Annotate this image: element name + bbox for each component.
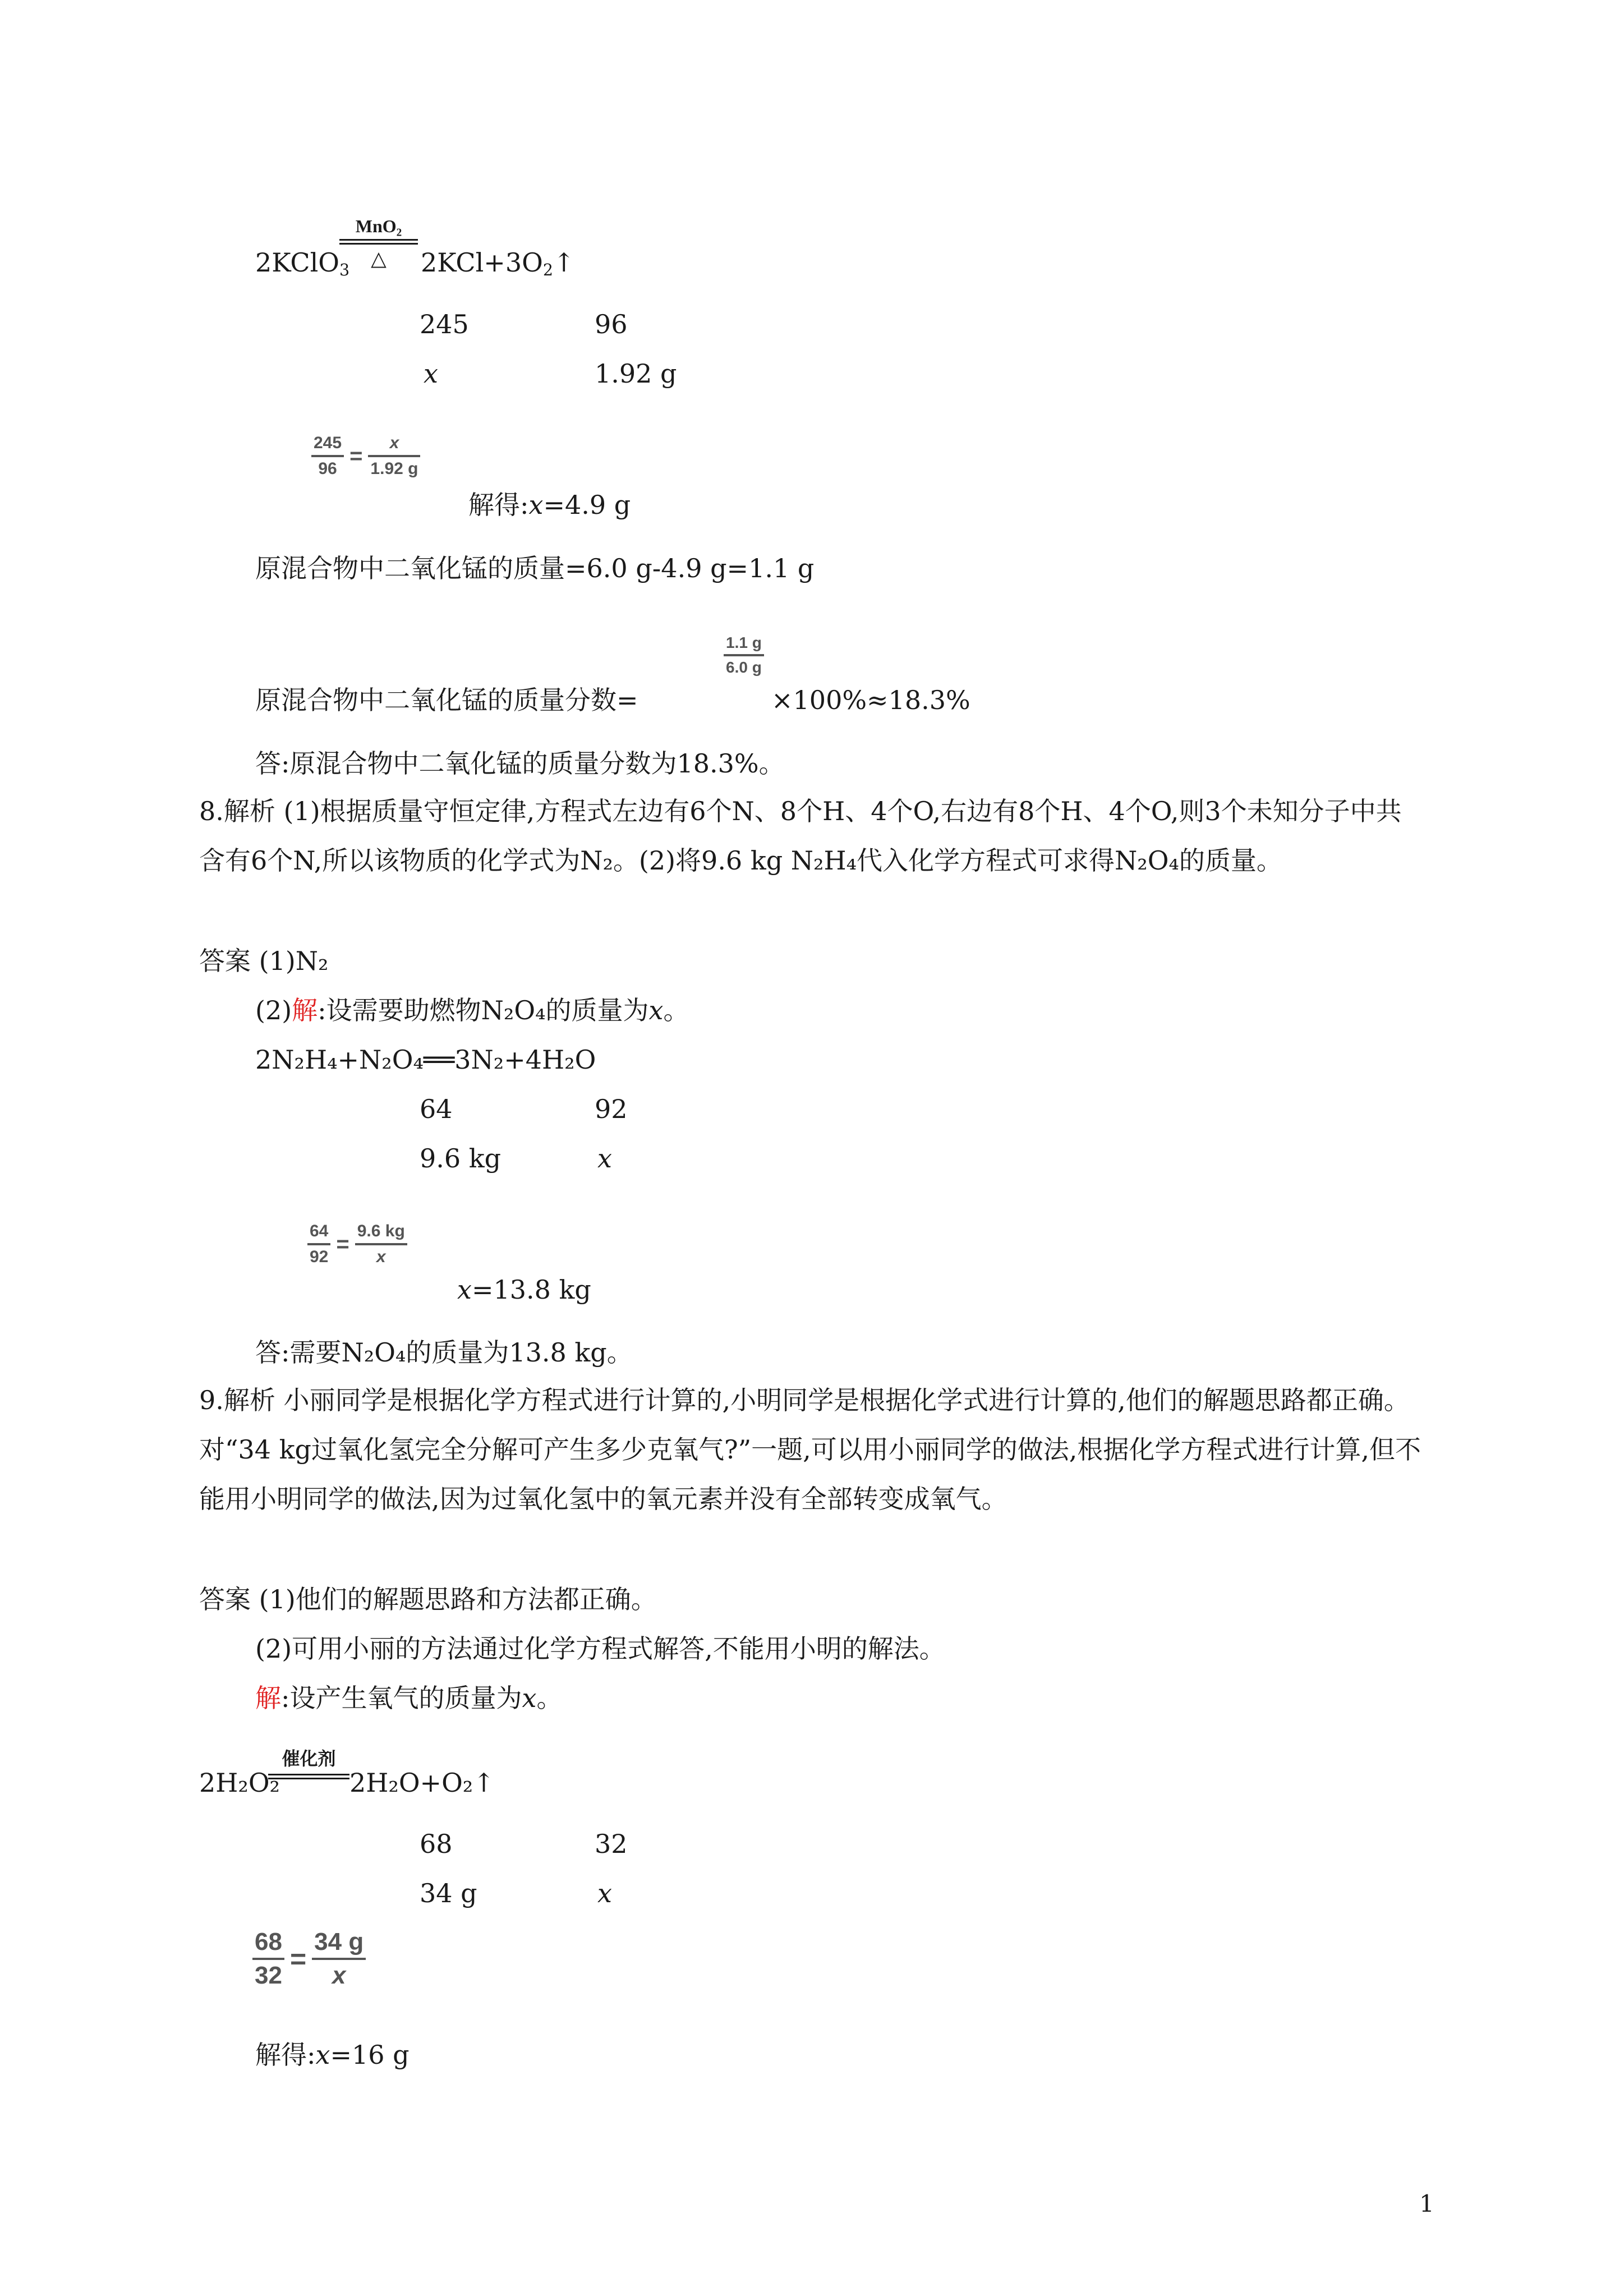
fraction-left [311,435,344,477]
fraction [724,635,764,675]
denominator: 1.92 g [370,459,418,478]
gas-arrow: ↑ [553,247,575,278]
q8-analysis: 8.解析 (1)根据质量守恒定律,方程式左边有6个N、8个H、4个O,右边有8个H、4个O,则3个未知分子中共含有6个N,所以该物质的化学式为N₂。(2)将9.6 kg N₂H₄代入化学方程式可求得N₂O₄的质量。 [199,796,1402,876]
page-number: 1 [1419,2190,1434,2217]
equals-sign: = [336,1231,349,1257]
q8-setup [255,997,689,1023]
q9-solve [255,2042,410,2068]
numerator: x [389,434,399,452]
ratio-a1: 245 [420,309,469,339]
numerator: 34 g [314,1928,364,1955]
reaction-products [421,247,575,280]
fraction-left [252,1930,284,1988]
q8-answer-1: 答案 (1)N₂ [199,946,329,976]
denominator: x [332,1962,346,1989]
subscript: 3 [339,261,350,280]
setup-text: :设产生氧气的质量为 [281,1683,522,1713]
period: 。 [536,1683,563,1713]
q9-answer-1: 答案 (1)他们的解题思路和方法都正确。 [199,1584,657,1614]
heat-symbol: △ [371,247,387,270]
numerator: 1.1 g [726,634,762,651]
fraction-bar [368,455,420,457]
fraction-line-result: ×100%≈18.3% [771,685,970,715]
ratio-b2: 1.92 g [595,358,677,389]
result: =16 g [330,2040,410,2070]
fraction-bar [724,654,764,656]
reaction-condition [339,216,418,270]
mass-fraction [724,635,764,675]
q9-setup [255,1685,562,1711]
fraction-right [355,1223,407,1266]
subscript: 2 [542,261,553,280]
numerator: 245 [314,434,342,452]
numerator: 9.6 kg [357,1222,405,1240]
reactant: 2KClO [255,247,340,278]
denominator: 92 [310,1248,329,1266]
fraction-right [368,435,420,477]
q8-ratio-b1: 92 [595,1094,628,1124]
catalyst-label: 催化剂 [282,1748,336,1769]
q8-proportion [307,1223,407,1266]
products: 2KCl+3O [421,247,543,278]
double-line [268,1774,349,1779]
fraction-left [307,1223,330,1266]
equals-sign: = [349,443,363,468]
solve-line [468,492,631,518]
fraction-bar [307,1243,330,1245]
q9-reaction-left: 2H₂O₂ [199,1768,280,1798]
q9-analysis: 9.解析 小丽同学是根据化学方程式进行计算的,小明同学是根据化学式进行计算的,他们的解题思路都正确。对“34 kg过氧化氢完全分解可产生多少克氧气?”一题,可以用小丽同学的做法,根据化学方程式进行计算,但不能用小明同学的做法,因为过氧化氢中的氧元素并没有全部转变成氧气。 [199,1385,1421,1514]
double-line [339,239,418,245]
variable: x [315,2040,330,2070]
solution-marker: 解 [255,1683,281,1713]
q8-ratio-a1: 64 [420,1094,453,1124]
mass-line: 原混合物中二氧化锰的质量=6.0 g-4.9 g=1.1 g [255,553,815,583]
q8-solve [457,1274,591,1305]
denominator: 96 [318,459,337,478]
q9-answer-2: (2)可用小丽的方法通过化学方程式解答,不能用小明的解法。 [255,1634,945,1664]
q8-ratio-b2: x [597,1143,612,1174]
denominator: 32 [255,1962,282,1989]
q9-ratio-b1: 32 [595,1829,628,1859]
denominator: 6.0 g [726,659,762,676]
q8-answer: 答:需要N₂O₄的质量为13.8 kg。 [255,1337,633,1368]
solution-marker: 解 [292,995,318,1025]
solve-prefix: 解得: [468,490,529,520]
catalyst-label: MnO₂ [355,216,402,236]
fraction-line-text: 原混合物中二氧化锰的质量分数= [255,685,638,715]
fraction-bar [312,1958,366,1960]
fraction-bar [311,455,344,457]
result: =4.9 g [543,490,631,520]
q9-ratio-a1: 68 [420,1829,453,1859]
numerator: 68 [255,1928,282,1955]
variable: x [528,490,544,520]
q9-ratio-a2: 34 g [420,1878,477,1908]
variable: x [522,1683,537,1713]
ratio-b1: 96 [595,309,628,339]
q8-reaction: 2N₂H₄+N₂O₄══3N₂+4H₂O [255,1045,596,1075]
numerator: 64 [310,1222,329,1240]
answer-7: 答:原混合物中二氧化锰的质量分数为18.3%。 [255,748,785,779]
proportion-fraction [311,435,420,477]
ratio-a2: x [424,358,438,389]
q9-ratio-b2: x [597,1878,612,1908]
q9-proportion [252,1930,366,1988]
result: =13.8 kg [471,1274,591,1305]
q9-condition [268,1745,349,1779]
fraction-bar [252,1958,284,1960]
setup-text: :设需要助燃物N₂O₄的质量为 [318,995,649,1025]
part-number: (2) [255,995,292,1025]
equals-sign: = [289,1943,307,1975]
denominator: x [376,1248,386,1266]
fraction-right [312,1930,366,1988]
reaction-kclo3 [255,247,350,280]
variable: x [457,1274,472,1305]
period: 。 [663,995,689,1025]
variable: x [648,995,664,1025]
q9-reaction-right: 2H₂O+O₂↑ [349,1768,495,1798]
solve-prefix: 解得: [255,2040,316,2070]
q8-ratio-a2: 9.6 kg [420,1143,502,1174]
fraction-bar [355,1243,407,1245]
